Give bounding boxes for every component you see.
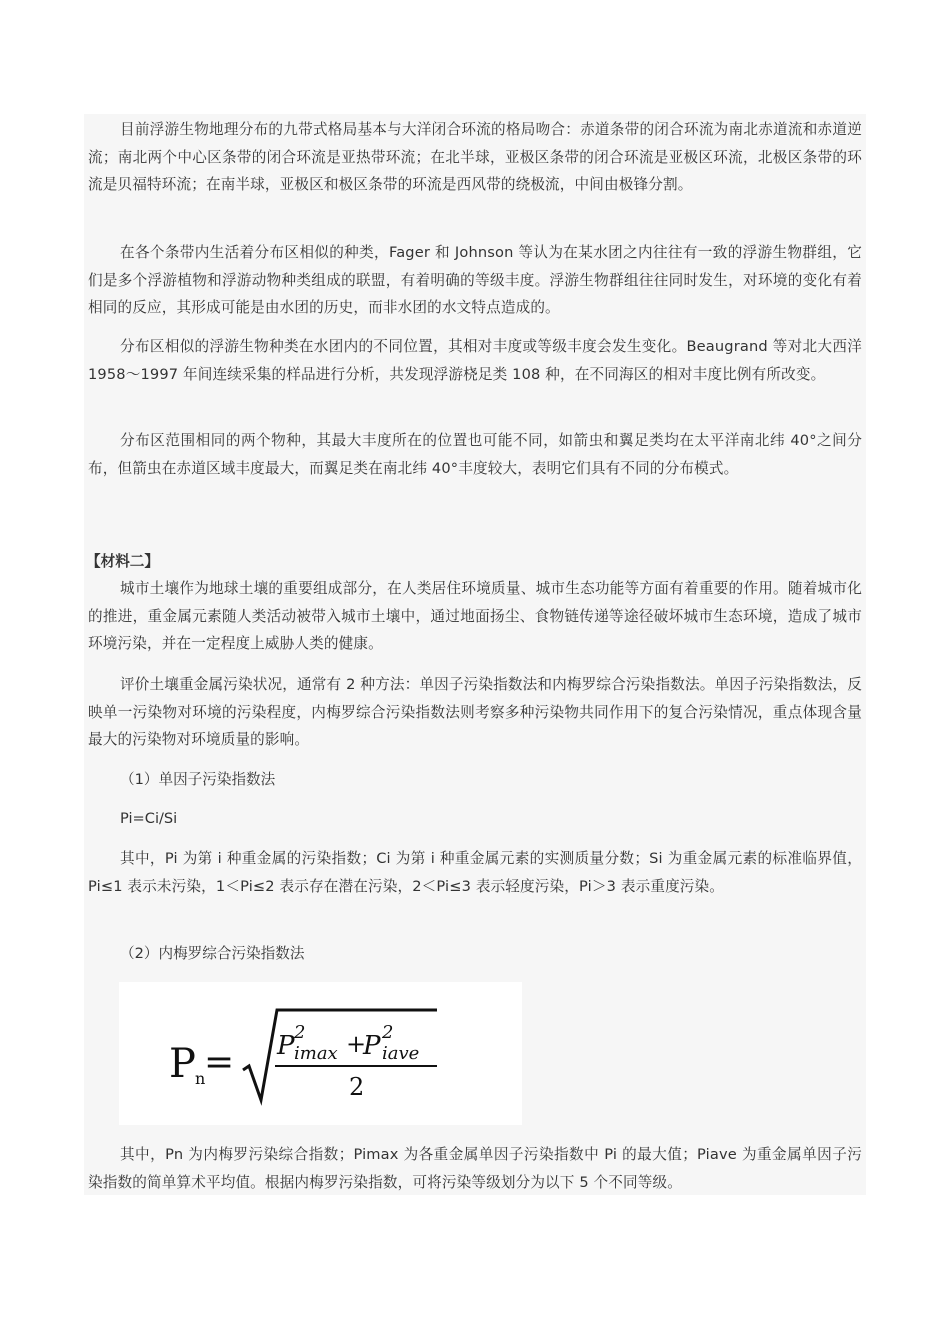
formula-lhs-sub: n: [195, 1069, 206, 1088]
paragraph-nemerow-explanation: 其中，Pn 为内梅罗污染综合指数；Pimax 为各重金属单因子污染指数中 Pi 的最大值；Piave 为重金属单因子污染指数的简单算术平均值。根据内梅罗污染指数，可将污染等级划分为以下 5 个不同等级。: [88, 1146, 862, 1191]
paragraph-urban-soil: 城市土壤作为地球土壤的重要组成部分，在人类居住环境质量、城市生态功能等方面有着重要的作用。随着城市化的推进，重金属元素随人类活动被带入城市土壤中，通过地面扬尘、食物链传递等途径破坏城市生态环境，造成了城市环境污染，并在一定程度上威胁人类的健康。: [88, 580, 862, 652]
section-heading-material-two: 【材料二】: [86, 553, 159, 570]
formula-term2-sup: 2: [382, 1022, 394, 1043]
formula-denominator: 2: [349, 1073, 365, 1101]
formula-term1-sub: imax: [294, 1043, 338, 1064]
formula-term1-sup: 2: [294, 1022, 306, 1043]
formula-equals: =: [204, 1042, 235, 1083]
nemerow-formula-image: [119, 982, 522, 1125]
paragraph-plankton-groups: 在各个条带内生活着分布区相似的种类，Fager 和 Johnson 等认为在某水团之内往往有一致的浮游生物群组，它们是多个浮游植物和浮游动物种类组成的联盟，有着明确的等级丰度。浮游生物群组往往同时发生，对环境的变化有着相同的反应，其形成可能是由水团的历史，而非水团的水文特点造成的。: [88, 244, 862, 316]
formula-term2-sub: iave: [382, 1043, 420, 1064]
single-factor-formula: Pi=Ci/Si: [120, 810, 178, 827]
formula-plus: +: [346, 1030, 367, 1058]
paragraph-nine-zone-pattern: 目前浮游生物地理分布的九带式格局基本与大洋闭合环流的格局吻合：赤道条带的闭合环流为南北赤道流和赤道逆流；南北两个中心区条带的闭合环流是亚热带环流；在北半球，亚极区条带的闭合环流是亚极区环流，北极区条带的环流是贝福特环流；在南半球，亚极区和极区条带的环流是西风带的绕极流，中间由极锋分割。: [88, 121, 862, 193]
paragraph-relative-abundance: 分布区相似的浮游生物种类在水团内的不同位置，其相对丰度或等级丰度会发生变化。Beaugrand 等对北大西洋 1958～1997 年间连续采集的样品进行分析，共发现浮游桡足类 108 种，在不同海区的相对丰度比例有所改变。: [88, 338, 862, 383]
paragraph-single-factor-explanation: 其中，Pi 为第 i 种重金属的污染指数；Ci 为第 i 种重金属元素的实测质量分数；Si 为重金属元素的标准临界值，Pi≤1 表示未污染，1＜Pi≤2 表示存在潜在污染，2＜Pi≤3 表示轻度污染，Pi＞3 表示重度污染。: [88, 850, 862, 895]
paragraph-distribution-modes: 分布区范围相同的两个物种，其最大丰度所在的位置也可能不同，如箭虫和翼足类均在太平洋南北纬 40°之间分布，但箭虫在赤道区域丰度最大，而翼足类在南北纬 40°丰度较大，表明它们具有不同的分布模式。: [88, 432, 862, 477]
nemerow-formula: [119, 982, 522, 1125]
method-one-title: （1）单因子污染指数法: [120, 771, 276, 788]
paragraph-evaluation-methods: 评价土壤重金属污染状况，通常有 2 种方法：单因子污染指数法和内梅罗综合污染指数法。单因子污染指数法，反映单一污染物对环境的污染程度，内梅罗综合污染指数法则考察多种污染物共同作用下的复合污染情况，重点体现含量最大的污染物对环境质量的影响。: [88, 676, 862, 748]
formula-term2-base: P: [363, 1031, 381, 1061]
method-two-title: （2）内梅罗综合污染指数法: [120, 945, 305, 962]
formula-term1-base: P: [277, 1031, 295, 1061]
formula-lhs-base: P: [169, 1041, 196, 1087]
